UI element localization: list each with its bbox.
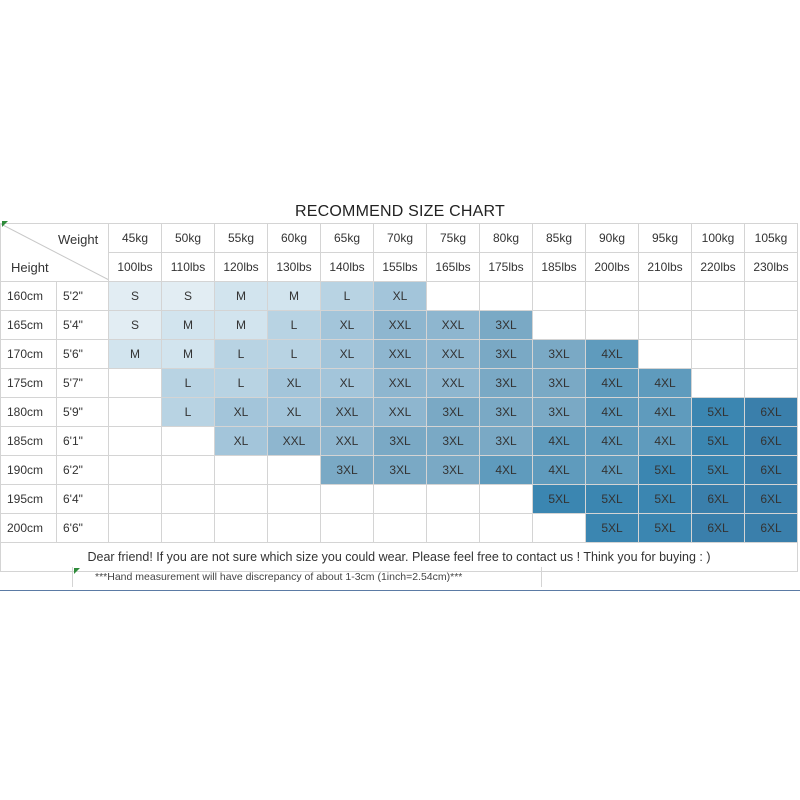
size-cell: 5XL — [639, 485, 692, 514]
height-ft-cell: 5'7" — [57, 369, 109, 398]
size-cell — [480, 485, 533, 514]
size-cell — [480, 514, 533, 543]
size-cell — [427, 282, 480, 311]
size-row — [1, 427, 798, 456]
size-cell: 6XL — [692, 514, 745, 543]
friendly-message: Dear friend! If you are not sure which size you could wear. Please feel free to contact us ! Think you for buying : ) — [1, 543, 798, 572]
size-cell: 6XL — [745, 398, 798, 427]
size-cell: 3XL — [374, 456, 427, 485]
weight-lbs-header: 110lbs — [162, 253, 215, 282]
size-cell: 4XL — [480, 456, 533, 485]
size-cell — [109, 456, 162, 485]
cell-marker-icon — [2, 221, 8, 227]
size-cell — [586, 311, 639, 340]
size-cell — [745, 340, 798, 369]
height-cm-cell: 190cm — [1, 456, 57, 485]
size-cell: XL — [321, 340, 374, 369]
size-cell: XXL — [374, 311, 427, 340]
size-cell: 4XL — [586, 398, 639, 427]
size-cell — [268, 485, 321, 514]
weight-kg-header: 105kg — [745, 224, 798, 253]
size-cell — [215, 485, 268, 514]
size-cell: 6XL — [745, 427, 798, 456]
height-cm-cell: 185cm — [1, 427, 57, 456]
size-cell: 4XL — [586, 427, 639, 456]
weight-kg-header: 85kg — [533, 224, 586, 253]
size-cell: 3XL — [321, 456, 374, 485]
size-cell — [692, 282, 745, 311]
size-cell: S — [109, 282, 162, 311]
size-cell: 5XL — [639, 456, 692, 485]
size-cell — [268, 514, 321, 543]
size-cell — [639, 340, 692, 369]
size-cell: M — [215, 311, 268, 340]
size-cell: 4XL — [639, 398, 692, 427]
weight-kg-header: 70kg — [374, 224, 427, 253]
size-cell: XL — [321, 369, 374, 398]
weight-kg-header: 95kg — [639, 224, 692, 253]
size-cell: 3XL — [480, 398, 533, 427]
size-cell: XXL — [427, 311, 480, 340]
size-cell: M — [162, 311, 215, 340]
size-cell — [533, 311, 586, 340]
size-cell — [480, 282, 533, 311]
size-cell: 4XL — [586, 340, 639, 369]
size-cell: XXL — [374, 340, 427, 369]
size-cell — [745, 282, 798, 311]
height-cm-cell: 165cm — [1, 311, 57, 340]
size-cell — [639, 311, 692, 340]
measurement-note — [72, 567, 542, 587]
weight-lbs-header: 210lbs — [639, 253, 692, 282]
height-cm-cell: 200cm — [1, 514, 57, 543]
size-cell — [321, 485, 374, 514]
size-row — [1, 340, 798, 369]
height-ft-cell: 6'6" — [57, 514, 109, 543]
size-cell: 3XL — [374, 427, 427, 456]
size-cell — [109, 427, 162, 456]
size-cell: 5XL — [533, 485, 586, 514]
cell-marker-icon — [74, 568, 80, 574]
size-cell: S — [109, 311, 162, 340]
size-cell — [745, 311, 798, 340]
size-cell — [692, 340, 745, 369]
size-cell: L — [268, 340, 321, 369]
weight-lbs-header: 165lbs — [427, 253, 480, 282]
size-cell: 3XL — [480, 311, 533, 340]
size-cell: XXL — [427, 369, 480, 398]
measurement-note-text: ***Hand measurement will have discrepancy of about 1-3cm (1inch=2.54cm)*** — [95, 571, 463, 583]
weight-lbs-header: 230lbs — [745, 253, 798, 282]
size-cell: XXL — [321, 427, 374, 456]
weight-lbs-header: 175lbs — [480, 253, 533, 282]
size-cell: 3XL — [533, 340, 586, 369]
size-cell — [374, 485, 427, 514]
height-cm-cell: 180cm — [1, 398, 57, 427]
size-cell: 5XL — [586, 485, 639, 514]
size-cell — [162, 514, 215, 543]
weight-kg-header: 80kg — [480, 224, 533, 253]
size-cell: S — [162, 282, 215, 311]
weight-kg-header: 100kg — [692, 224, 745, 253]
size-cell: 3XL — [480, 369, 533, 398]
size-cell — [745, 369, 798, 398]
height-cm-cell: 175cm — [1, 369, 57, 398]
size-cell — [692, 311, 745, 340]
size-cell — [109, 485, 162, 514]
weight-lbs-row — [1, 253, 798, 282]
size-cell: 6XL — [745, 456, 798, 485]
size-cell — [321, 514, 374, 543]
weight-label: Weight — [58, 232, 99, 247]
height-ft-cell: 5'6" — [57, 340, 109, 369]
bottom-rule — [0, 590, 800, 591]
size-cell: 4XL — [639, 369, 692, 398]
weight-kg-header: 75kg — [427, 224, 480, 253]
size-cell — [109, 514, 162, 543]
size-cell: XXL — [374, 398, 427, 427]
height-ft-cell: 6'2" — [57, 456, 109, 485]
size-cell: 5XL — [692, 427, 745, 456]
size-cell: M — [109, 340, 162, 369]
size-cell: L — [321, 282, 374, 311]
size-cell — [639, 282, 692, 311]
size-cell: XL — [215, 398, 268, 427]
size-cell: L — [268, 311, 321, 340]
size-row — [1, 485, 798, 514]
size-cell: 5XL — [639, 514, 692, 543]
height-ft-cell: 6'1" — [57, 427, 109, 456]
weight-lbs-header: 220lbs — [692, 253, 745, 282]
size-cell: 4XL — [639, 427, 692, 456]
weight-lbs-header: 130lbs — [268, 253, 321, 282]
size-cell: M — [268, 282, 321, 311]
weight-kg-header: 65kg — [321, 224, 374, 253]
weight-lbs-header: 140lbs — [321, 253, 374, 282]
size-row — [1, 398, 798, 427]
size-cell — [692, 369, 745, 398]
size-cell — [162, 456, 215, 485]
weight-kg-header: 60kg — [268, 224, 321, 253]
size-cell — [215, 514, 268, 543]
size-cell: XL — [268, 398, 321, 427]
size-cell: 4XL — [533, 427, 586, 456]
size-cell: M — [162, 340, 215, 369]
weight-kg-header: 50kg — [162, 224, 215, 253]
size-cell — [162, 427, 215, 456]
size-cell — [427, 485, 480, 514]
size-cell: 3XL — [427, 456, 480, 485]
size-cell: 4XL — [586, 369, 639, 398]
height-label: Height — [11, 260, 49, 275]
size-cell — [162, 485, 215, 514]
size-cell: 5XL — [586, 514, 639, 543]
size-cell: 3XL — [533, 398, 586, 427]
corner-header — [1, 224, 109, 282]
weight-kg-row — [1, 224, 798, 253]
weight-lbs-header: 120lbs — [215, 253, 268, 282]
size-cell — [374, 514, 427, 543]
size-cell: XXL — [427, 340, 480, 369]
size-cell: XL — [374, 282, 427, 311]
size-cell: XXL — [374, 369, 427, 398]
size-cell — [109, 398, 162, 427]
size-cell: XXL — [321, 398, 374, 427]
size-cell: M — [215, 282, 268, 311]
size-cell: 6XL — [745, 485, 798, 514]
size-cell: 3XL — [533, 369, 586, 398]
size-row — [1, 514, 798, 543]
weight-lbs-header: 200lbs — [586, 253, 639, 282]
size-cell: 5XL — [692, 456, 745, 485]
size-cell: L — [162, 398, 215, 427]
size-cell — [533, 282, 586, 311]
size-cell — [533, 514, 586, 543]
size-cell: 3XL — [480, 340, 533, 369]
size-cell: 6XL — [745, 514, 798, 543]
height-cm-cell: 195cm — [1, 485, 57, 514]
size-cell: 3XL — [427, 398, 480, 427]
size-cell — [268, 456, 321, 485]
size-row — [1, 311, 798, 340]
height-ft-cell: 6'4" — [57, 485, 109, 514]
size-cell: XXL — [268, 427, 321, 456]
weight-lbs-header: 100lbs — [109, 253, 162, 282]
size-cell: 5XL — [692, 398, 745, 427]
height-cm-cell: 160cm — [1, 282, 57, 311]
size-row — [1, 369, 798, 398]
weight-lbs-header: 185lbs — [533, 253, 586, 282]
weight-kg-header: 90kg — [586, 224, 639, 253]
height-ft-cell: 5'2" — [57, 282, 109, 311]
size-cell — [427, 514, 480, 543]
size-cell: 3XL — [480, 427, 533, 456]
height-ft-cell: 5'9" — [57, 398, 109, 427]
size-cell — [586, 282, 639, 311]
size-cell: 3XL — [427, 427, 480, 456]
size-table — [0, 223, 798, 572]
size-row — [1, 282, 798, 311]
weight-kg-header: 45kg — [109, 224, 162, 253]
size-cell: 4XL — [533, 456, 586, 485]
chart-title: RECOMMEND SIZE CHART — [295, 203, 505, 220]
height-ft-cell: 5'4" — [57, 311, 109, 340]
weight-kg-header: 55kg — [215, 224, 268, 253]
height-cm-cell: 170cm — [1, 340, 57, 369]
size-cell: XL — [215, 427, 268, 456]
size-cell: L — [162, 369, 215, 398]
size-cell: 6XL — [692, 485, 745, 514]
size-row — [1, 456, 798, 485]
size-cell — [109, 369, 162, 398]
size-cell: 4XL — [586, 456, 639, 485]
weight-lbs-header: 155lbs — [374, 253, 427, 282]
size-cell: L — [215, 369, 268, 398]
size-cell: XL — [268, 369, 321, 398]
size-cell — [215, 456, 268, 485]
size-cell: L — [215, 340, 268, 369]
size-cell: XL — [321, 311, 374, 340]
